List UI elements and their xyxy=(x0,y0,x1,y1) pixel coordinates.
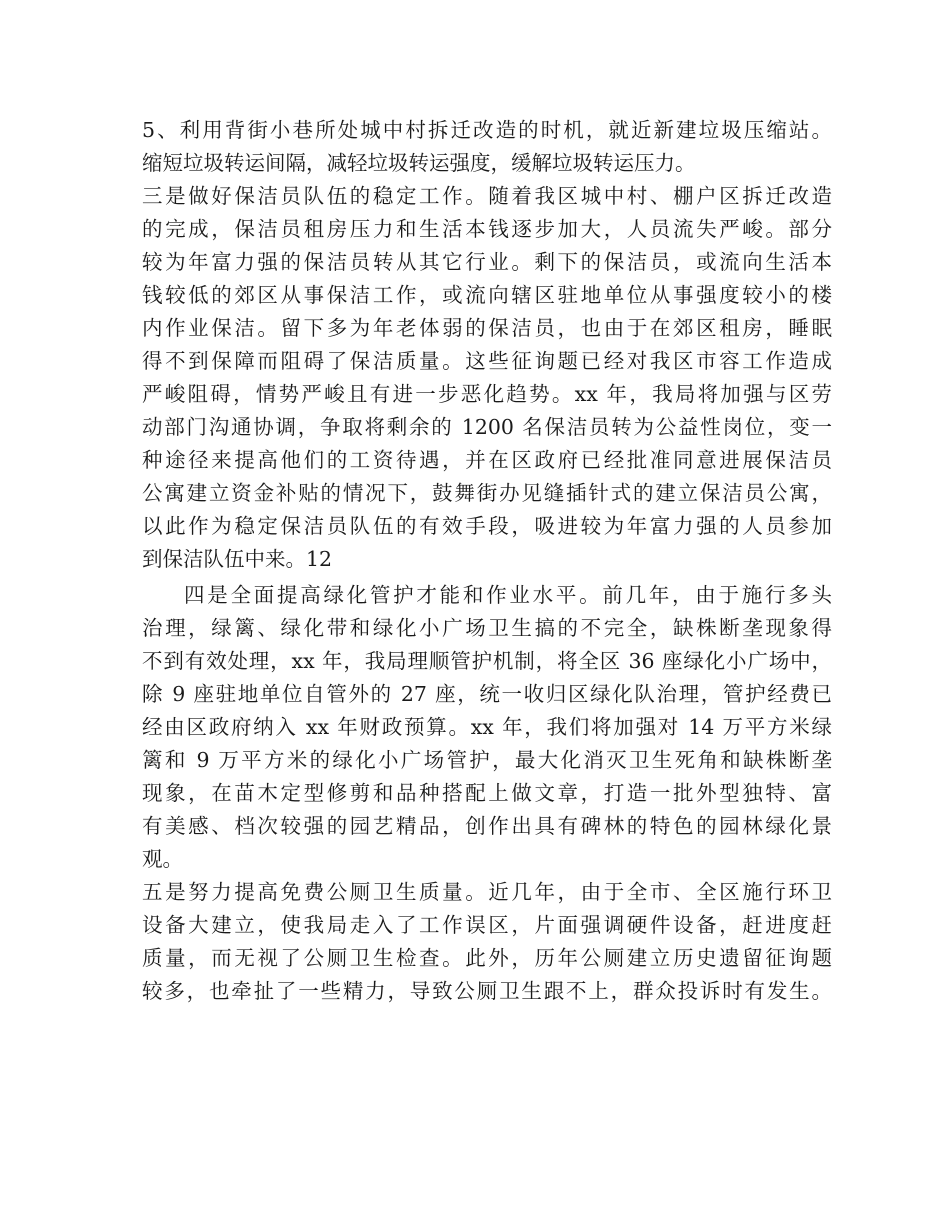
text-line: 有美感、档次较强的园艺精品，创作出具有碑林的特色的园林绿化景 xyxy=(142,814,832,838)
document-body xyxy=(142,114,832,1008)
text-line: 篱和 9 万平方米的绿化小广场管护，最大化消灭卫生死角和缺株断垄 xyxy=(142,748,832,772)
text-line: 严峻阻碍，情势严峻且有进一步恶化趋势。xx 年，我局将加强与区劳 xyxy=(142,382,832,406)
text-line: 缩短垃圾转运间隔，减轻垃圾转运强度，缓解垃圾转运压力。 xyxy=(142,151,696,175)
text-line: 钱较低的郊区从事保洁工作，或流向辖区驻地单位从事强度较小的楼 xyxy=(142,283,832,307)
text-line: 治理，绿篱、绿化带和绿化小广场卫生搞的不完全，缺株断垄现象得 xyxy=(142,616,832,640)
text-line: 观。 xyxy=(142,847,183,871)
text-line: 5、利用背街小巷所处城中村拆迁改造的时机，就近新建垃圾压缩站。 xyxy=(142,118,832,142)
text-line: 质量，而无视了公厕卫生检查。此外，历年公厕建立历史遗留征询题 xyxy=(142,946,832,970)
text-line: 设备大建立，使我局走入了工作误区，片面强调硬件设备，赶进度赶 xyxy=(142,913,832,937)
text-line: 五是努力提高免费公厕卫生质量。近几年，由于全市、全区施行环卫 xyxy=(142,880,832,904)
text-line: 内作业保洁。留下多为年老体弱的保洁员，也由于在郊区租房，睡眠 xyxy=(142,316,832,340)
text-line: 较为年富力强的保洁员转从其它行业。剩下的保洁员，或流向生活本 xyxy=(142,250,832,274)
text-line: 现象，在苗木定型修剪和品种搭配上做文章，打造一批外型独特、富 xyxy=(142,781,832,805)
text-line: 三是做好保洁员队伍的稳定工作。随着我区城中村、棚户区拆迁改造 xyxy=(142,184,832,208)
text-line: 不到有效处理，xx 年，我局理顺管护机制，将全区 36 座绿化小广场中， xyxy=(142,649,832,673)
text-line: 以此作为稳定保洁员队伍的有效手段，吸进较为年富力强的人员参加 xyxy=(142,514,832,538)
text-line: 动部门沟通协调，争取将剩余的 1200 名保洁员转为公益性岗位，变一 xyxy=(142,415,832,439)
text-line: 较多，也牵扯了一些精力，导致公厕卫生跟不上，群众投诉时有发生。 xyxy=(142,979,832,1003)
text-line: 四是全面提高绿化管护才能和作业水平。前几年，由于施行多头 xyxy=(184,583,832,607)
text-line: 种途径来提高他们的工资待遇，并在区政府已经批准同意进展保洁员 xyxy=(142,448,832,472)
text-line: 除 9 座驻地单位自管外的 27 座，统一收归区绿化队治理，管护经费已 xyxy=(142,682,832,706)
text-line: 公寓建立资金补贴的情况下，鼓舞街办见缝插针式的建立保洁员公寓， xyxy=(142,481,832,505)
text-line: 到保洁队伍中来。12 xyxy=(142,547,333,571)
text-line: 经由区政府纳入 xx 年财政预算。xx 年，我们将加强对 14 万平方米绿 xyxy=(142,715,832,739)
text-line: 的完成，保洁员租房压力和生活本钱逐步加大，人员流失严峻。部分 xyxy=(142,217,832,241)
text-line: 得不到保障而阻碍了保洁质量。这些征询题已经对我区市容工作造成 xyxy=(142,349,832,373)
